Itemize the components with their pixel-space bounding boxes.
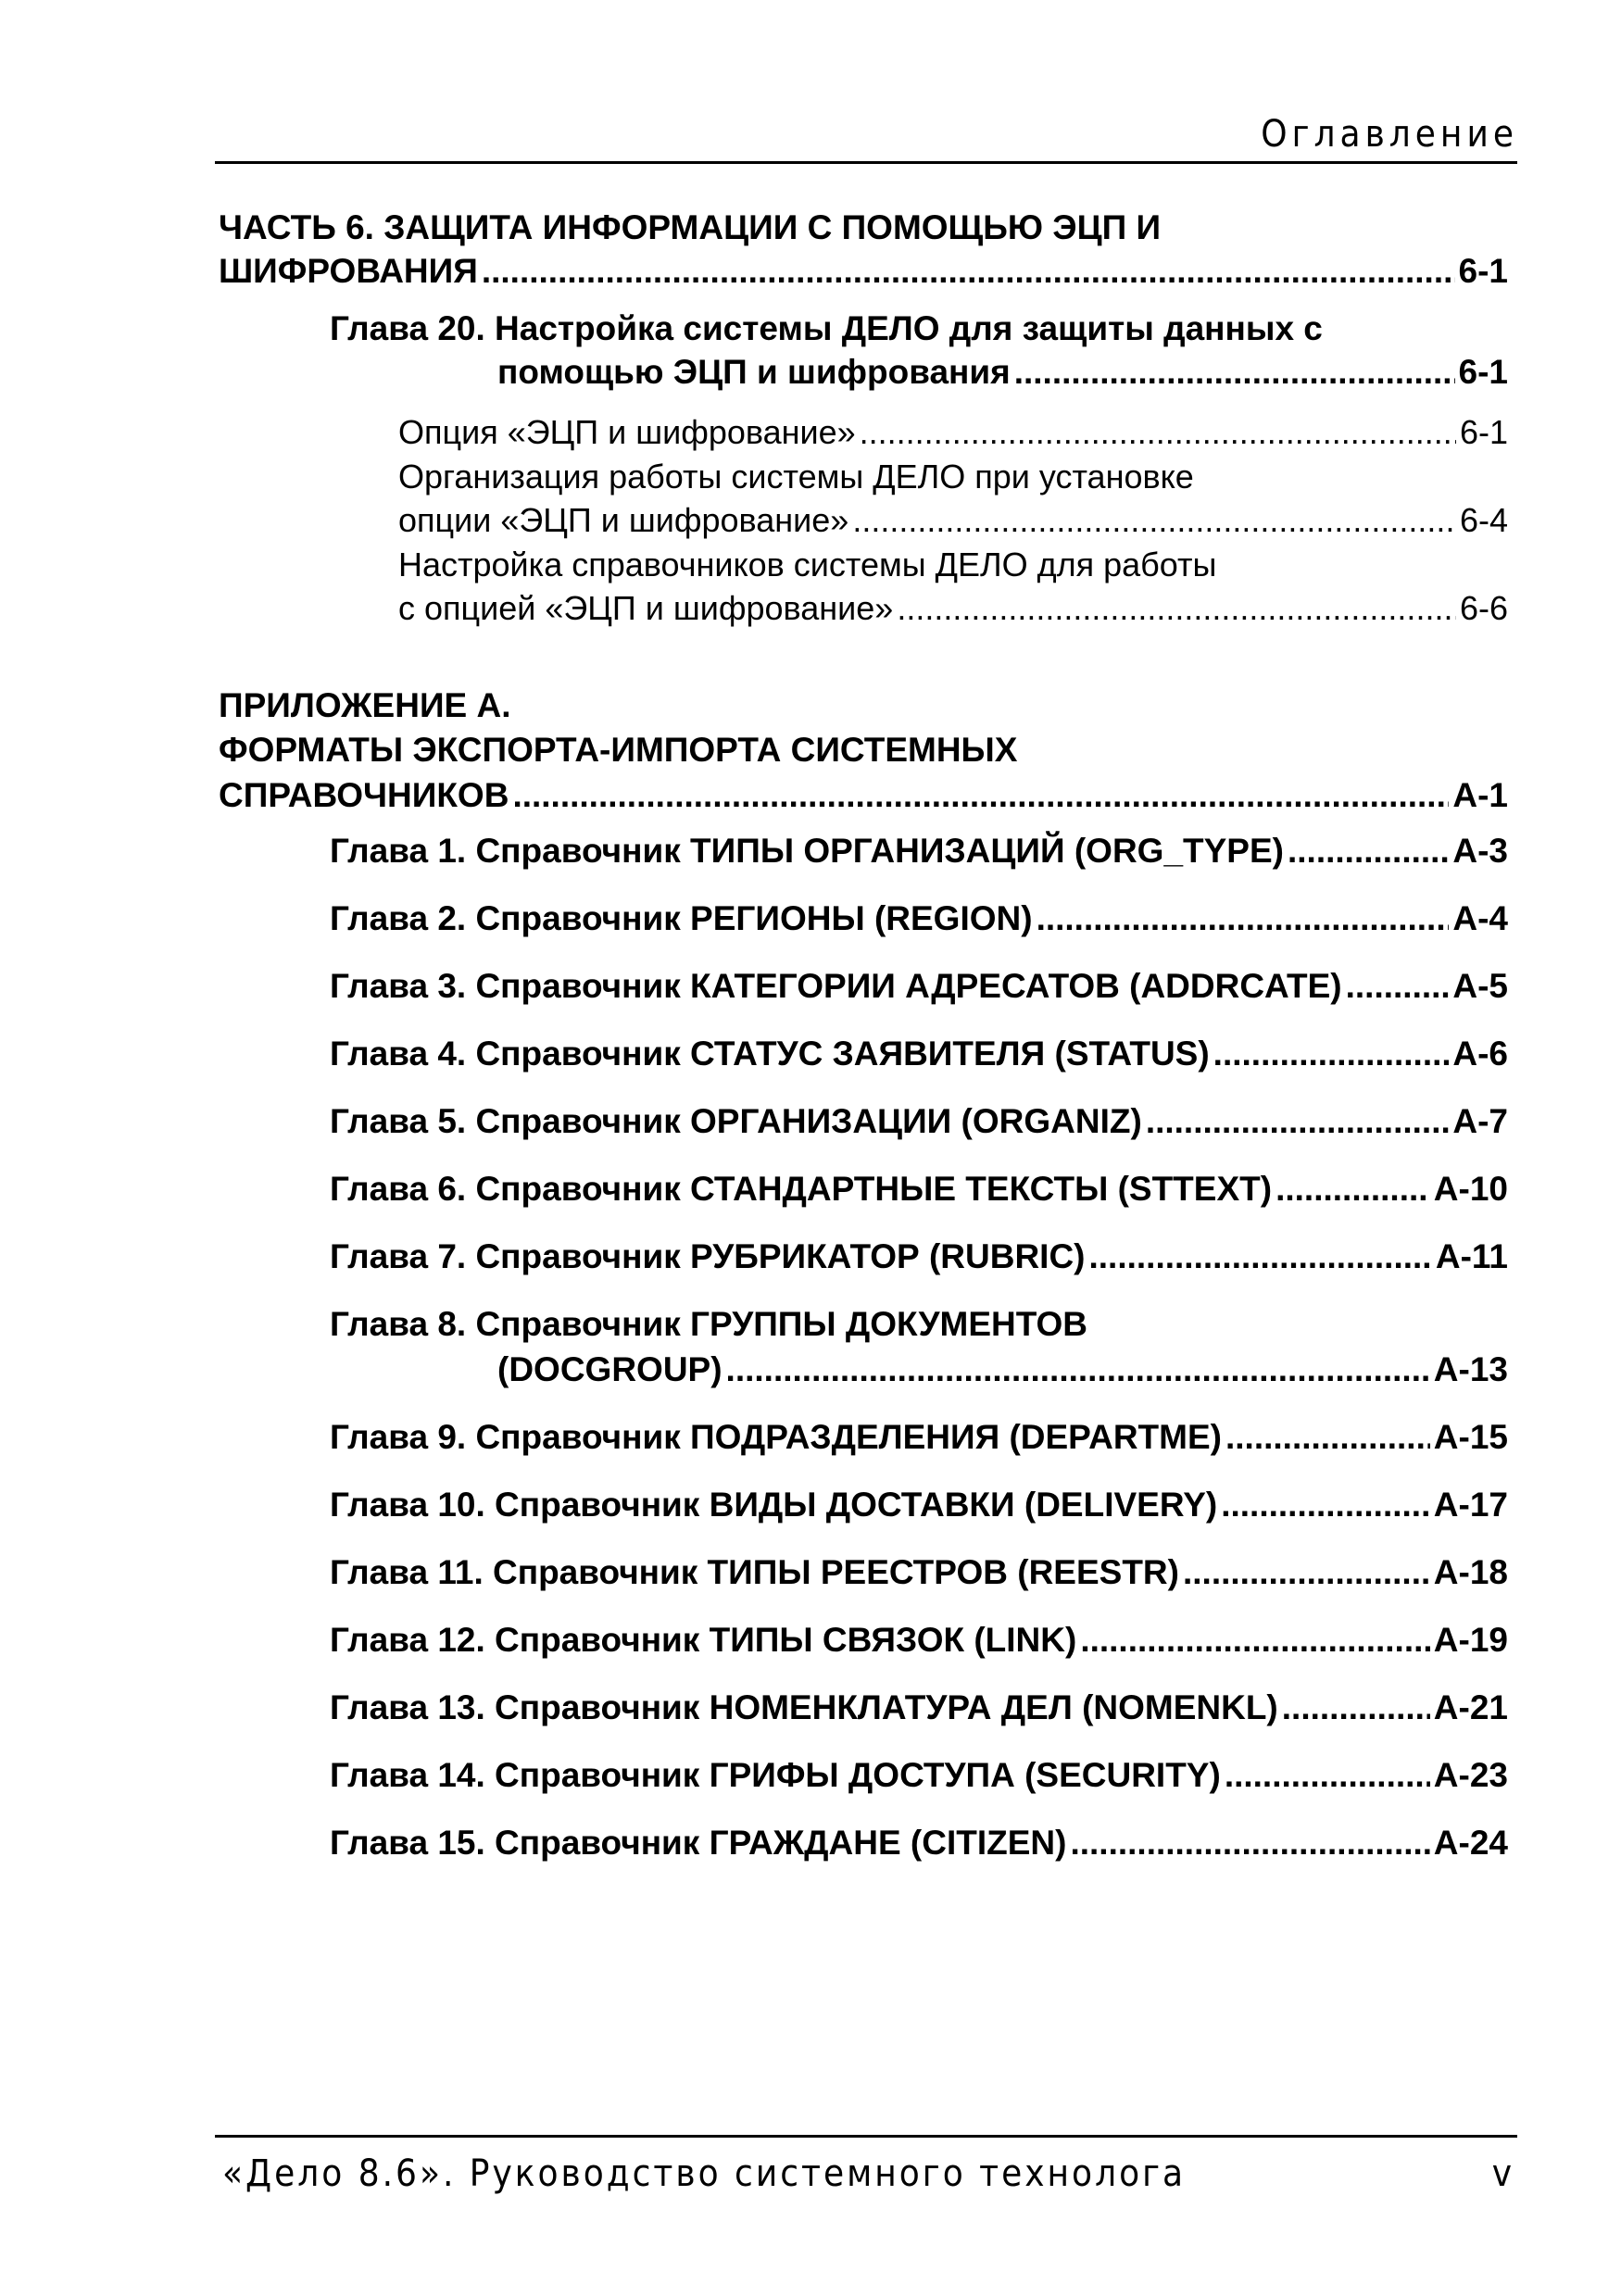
toc-chapter-title: Глава 7. Справочник РУБРИКАТОР (RUBRIC): [330, 1237, 1086, 1275]
toc-page-number: А-3: [1452, 832, 1508, 870]
toc-leader-dots: [726, 1350, 1430, 1389]
toc-section-title: Организация работы системы ДЕЛО при установке: [398, 458, 1194, 496]
toc-chapter-entry[interactable]: [330, 1621, 1508, 1660]
toc-chapter-title: Глава 20. Настройка системы ДЕЛО для защиты данных с: [330, 309, 1323, 347]
toc-section-title: с опцией «ЭЦП и шифрование»: [398, 589, 894, 627]
footer-document-title: «Дело 8.6». Руководство системного технолога: [222, 2152, 1187, 2195]
toc-part-title: СПРАВОЧНИКОВ: [219, 776, 509, 814]
toc-chapter-entry[interactable]: [330, 1237, 1508, 1276]
toc-page-number: А-7: [1452, 1102, 1508, 1140]
toc-section-entry[interactable]: [398, 589, 1508, 628]
toc-section-entry[interactable]: [398, 413, 1508, 452]
toc-appendix-a-heading[interactable]: [219, 731, 1017, 770]
toc-chapter-entry[interactable]: [330, 1102, 1508, 1141]
toc-chapter-entry[interactable]: [330, 1035, 1508, 1073]
toc-leader-dots: [1146, 1102, 1450, 1141]
toc-chapter-title: Глава 4. Справочник СТАТУС ЗАЯВИТЕЛЯ (STATUS): [330, 1035, 1210, 1073]
toc-leader-dots: [1037, 899, 1450, 938]
footer-rule: [215, 2135, 1517, 2138]
toc-chapter-title: Глава 5. Справочник ОРГАНИЗАЦИИ (ORGANIZ): [330, 1102, 1142, 1140]
toc-page-number: А-10: [1433, 1170, 1508, 1208]
toc-page-number: А-19: [1433, 1621, 1508, 1659]
toc-leader-dots: [860, 413, 1456, 452]
toc-chapter-title: (DOCGROUP): [497, 1350, 723, 1388]
toc-leader-dots: [1221, 1486, 1430, 1524]
toc-leader-dots: [1288, 832, 1449, 871]
toc-page-number: А-4: [1452, 899, 1508, 937]
toc-leader-dots: [1225, 1418, 1430, 1457]
toc-chapter-title: помощью ЭЦП и шифрования: [497, 353, 1011, 391]
toc-chapter-title: Глава 10. Справочник ВИДЫ ДОСТАВКИ (DELIVERY): [330, 1486, 1218, 1524]
toc-part-6-heading[interactable]: [219, 208, 1161, 247]
toc-leader-dots: [1275, 1170, 1430, 1209]
page-header-title: Оглавление: [1261, 113, 1518, 156]
toc-section-entry[interactable]: [398, 501, 1508, 540]
header-rule: [215, 161, 1517, 164]
toc-leader-dots: [1225, 1756, 1430, 1795]
toc-chapter-heading[interactable]: [330, 1305, 1508, 1344]
toc-chapter-entry[interactable]: [330, 967, 1508, 1006]
toc-page-number: 6-4: [1459, 501, 1508, 539]
toc-page-number: А-1: [1452, 776, 1508, 814]
toc-chapter-entry[interactable]: [330, 1418, 1508, 1457]
toc-chapter-entry[interactable]: [497, 1350, 1508, 1389]
toc-page-number: А-24: [1433, 1824, 1508, 1862]
toc-chapter-entry[interactable]: [330, 1756, 1508, 1795]
toc-leader-dots: [1282, 1688, 1430, 1727]
toc-leader-dots: [1346, 967, 1450, 1006]
toc-chapter-entry[interactable]: [330, 1486, 1508, 1524]
toc-chapter-title: Глава 9. Справочник ПОДРАЗДЕЛЕНИЯ (DEPARTME): [330, 1418, 1222, 1456]
toc-chapter-title: Глава 3. Справочник КАТЕГОРИИ АДРЕСАТОВ (ADDRCATE): [330, 967, 1342, 1005]
toc-chapter-title: Глава 14. Справочник ГРИФЫ ДОСТУПА (SECURITY): [330, 1756, 1221, 1794]
toc-chapter-title: Глава 13. Справочник НОМЕНКЛАТУРА ДЕЛ (NOMENKL): [330, 1688, 1278, 1726]
toc-leader-dots: [1080, 1621, 1429, 1660]
toc-chapter-title: Глава 1. Справочник ТИПЫ ОРГАНИЗАЦИЙ (ORG_TYPE): [330, 832, 1284, 870]
toc-chapter-title: Глава 12. Справочник ТИПЫ СВЯЗОК (LINK): [330, 1621, 1077, 1659]
toc-section-heading[interactable]: [398, 458, 1508, 496]
toc-page-number: 6-1: [1458, 252, 1508, 290]
toc-part-title: ШИФРОВАНИЯ: [219, 252, 478, 290]
toc-leader-dots: [512, 776, 1449, 815]
toc-page-number: А-11: [1435, 1237, 1508, 1275]
toc-chapter-title: Глава 2. Справочник РЕГИОНЫ (REGION): [330, 899, 1033, 937]
toc-chapter-entry[interactable]: [330, 832, 1508, 871]
toc-page-number: А-21: [1433, 1688, 1508, 1726]
toc-chapter-20-entry[interactable]: [497, 353, 1508, 392]
toc-chapter-entry[interactable]: [330, 1824, 1508, 1863]
toc-chapter-entry[interactable]: [330, 1170, 1508, 1209]
toc-chapter-title: Глава 15. Справочник ГРАЖДАНЕ (CITIZEN): [330, 1824, 1067, 1862]
toc-leader-dots: [1213, 1035, 1450, 1073]
toc-leader-dots: [1070, 1824, 1429, 1863]
toc-leader-dots: [482, 252, 1455, 291]
toc-appendix-a-entry[interactable]: [219, 776, 1508, 815]
toc-page-number: А-18: [1433, 1553, 1508, 1591]
toc-chapter-entry[interactable]: [330, 1688, 1508, 1727]
toc-page-number: 6-1: [1459, 413, 1508, 451]
toc-section-title: Опция «ЭЦП и шифрование»: [398, 413, 856, 451]
toc-page-number: 6-6: [1459, 589, 1508, 627]
toc-chapter-entry[interactable]: [330, 899, 1508, 938]
toc-section-heading[interactable]: [398, 546, 1508, 584]
toc-section-title: опции «ЭЦП и шифрование»: [398, 501, 849, 539]
toc-leader-dots: [1014, 353, 1455, 392]
toc-page-number: А-5: [1452, 967, 1508, 1005]
toc-chapter-title: Глава 6. Справочник СТАНДАРТНЫЕ ТЕКСТЫ (STTEXT): [330, 1170, 1273, 1208]
toc-page-number: А-13: [1433, 1350, 1508, 1388]
toc-chapter-entry[interactable]: [330, 1553, 1508, 1592]
toc-leader-dots: [897, 589, 1456, 628]
toc-chapter-title: Глава 11. Справочник ТИПЫ РЕЕСТРОВ (REESTR): [330, 1553, 1179, 1591]
toc-leader-dots: [1089, 1237, 1432, 1276]
toc-page-number: А-23: [1433, 1756, 1508, 1794]
toc-part-title: ЧАСТЬ 6. ЗАЩИТА ИНФОРМАЦИИ С ПОМОЩЬЮ ЭЦП И: [219, 208, 1162, 246]
toc-part-title: ФОРМАТЫ ЭКСПОРТА-ИМПОРТА СИСТЕМНЫХ: [219, 731, 1018, 769]
toc-page-number: А-17: [1433, 1486, 1508, 1524]
footer-page-number: v: [1491, 2152, 1512, 2195]
toc-page-number: А-6: [1452, 1035, 1508, 1073]
toc-part-title: ПРИЛОЖЕНИЕ А.: [219, 686, 511, 724]
toc-part-6-entry[interactable]: [219, 252, 1508, 291]
toc-page-number: А-15: [1433, 1418, 1508, 1456]
toc-chapter-title: Глава 8. Справочник ГРУППЫ ДОКУМЕНТОВ: [330, 1305, 1087, 1343]
toc-leader-dots: [1183, 1553, 1430, 1592]
toc-section-title: Настройка справочников системы ДЕЛО для работы: [398, 546, 1217, 583]
toc-page-number: 6-1: [1458, 353, 1508, 391]
toc-appendix-a-heading[interactable]: [219, 686, 511, 725]
toc-leader-dots: [852, 501, 1456, 540]
toc-chapter-20-heading[interactable]: [330, 309, 1508, 348]
